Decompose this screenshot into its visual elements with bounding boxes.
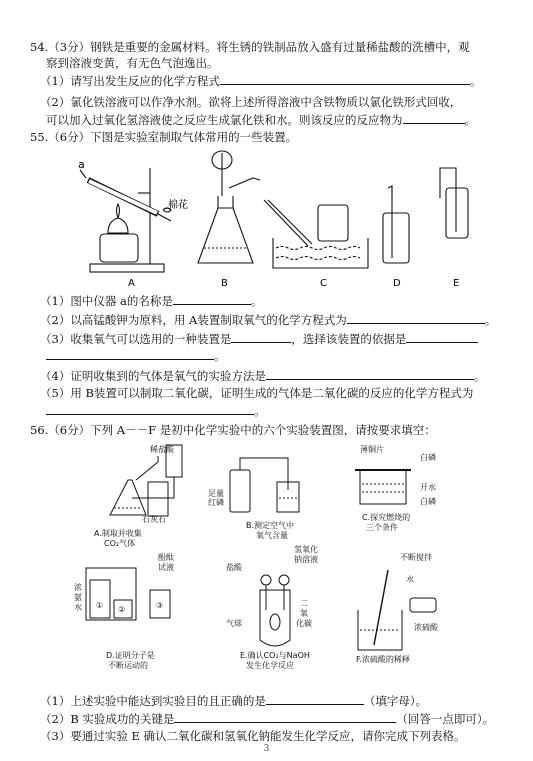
figF-stir: 不断搅拌 [400, 553, 432, 562]
q55-part2-blank[interactable] [347, 312, 485, 324]
stand-base [90, 264, 164, 272]
q55-part4-text: （4）证明收集到的气体是氧气的实验方法是 [40, 369, 266, 383]
figA-cap2: CO₂气体 [104, 539, 136, 548]
q56-part2 [40, 711, 494, 726]
q56-part2-end: （回答一点即可）。 [396, 712, 495, 726]
label-E: E [453, 278, 460, 289]
q54-stem-line1: 54.（3分）钢铁是重要的金属材料。将生锈的铁制品放入盛有过量稀盐酸的洗槽中，观 [30, 40, 470, 54]
gas-jar-c [318, 205, 348, 241]
figC-wp2: 白磷 [420, 497, 436, 506]
alcohol-lamp-cap [108, 218, 128, 233]
figD-left2: 氨 [74, 593, 82, 602]
q54-part2-blank[interactable] [403, 112, 465, 124]
label-a: a [78, 158, 85, 171]
q55-part2-text: （2）以高锰酸钾为原料，用 A装置制取氧气的化学方程式为 [40, 313, 347, 327]
gas-jar-d [383, 213, 409, 263]
q56-part2-text: （2）B 实验成功的关键是 [40, 712, 175, 726]
funnel-e1 [261, 575, 271, 585]
q55-part3-blank3[interactable] [46, 348, 214, 360]
figE-balloon: 气球 [226, 619, 242, 628]
q55-part4-blank[interactable] [266, 368, 474, 380]
q55-part4 [40, 368, 485, 383]
figE-naoh2: 钠溶液 [294, 555, 318, 564]
figC-cap1: C.探究燃烧的 [362, 513, 411, 522]
q54-part1-end: 。 [469, 74, 482, 88]
q54-part1-blank[interactable] [220, 73, 470, 85]
figC-wp1: 白磷 [420, 453, 436, 462]
figA-stone: 石灰石 [142, 515, 166, 524]
q56-part3: （3）要通过实验 E 确认二氧化碳和氢氧化钠能发生化学反应，请你完成下列表格。 [40, 729, 466, 743]
figD-right1: 酚酞 [158, 553, 174, 562]
q55-part3-blank1[interactable] [231, 331, 291, 343]
figC-cap2: 三个条件 [366, 523, 398, 532]
figE-naoh1: 氢氧化 [294, 545, 318, 554]
q54-part2-line1: （2）氯化铁溶液可以作净水剂。欲将上述所得溶液中含铁物质以氯化铁形式回收， [40, 95, 462, 109]
q56-part1-blank[interactable] [266, 693, 364, 705]
figF-acid: 浓硫酸 [414, 623, 438, 632]
q55-part3-text: （3）收集氧气可以选用的一种装置是 [40, 332, 232, 346]
q55-part3 [40, 331, 478, 346]
q55-part3-cont [46, 348, 226, 363]
alcohol-lamp [100, 234, 138, 262]
q55-part3-end: 。 [214, 349, 226, 363]
q54-stem-line2: 察到溶液变黄，有无色气泡逸出。 [46, 56, 219, 70]
q55-part5-end: 。 [254, 404, 266, 418]
figD-cap1: D.证明分子是 [106, 651, 155, 660]
q54-part1 [40, 73, 481, 88]
figD-right2: 试液 [158, 563, 174, 572]
q55-part5-blank[interactable] [46, 403, 254, 415]
figB-cap2: 氧气含量 [256, 531, 288, 540]
q55-apparatus-figure [68, 148, 488, 293]
figE-cap1: E.确认CO₂与NaOH [240, 651, 310, 660]
q56-experiments-figure [70, 440, 510, 680]
q56-part1 [40, 693, 427, 708]
q54-part2-line2 [46, 112, 476, 127]
figD-n3: ③ [156, 601, 164, 610]
label-D: D [393, 278, 401, 289]
label-A: A [128, 278, 135, 289]
conical-flask [198, 208, 253, 263]
gas-jar-e [446, 188, 468, 238]
q56-part1-end: （填字母）。 [363, 694, 428, 708]
figE-co2-2: 氧 [300, 609, 308, 618]
q56-stem: 56.（6分）下列 A－－F 是初中化学实验中的六个实验装置图，请按要求填空： [30, 423, 436, 437]
q55-part2 [40, 312, 496, 327]
figF-water: 水 [406, 575, 414, 584]
trough [273, 238, 368, 268]
figE-co2-1: 二 [300, 599, 308, 608]
figD-cap2: 不断运动的 [108, 661, 148, 670]
bottle-e [260, 590, 290, 646]
q55-part2-end: 。 [484, 313, 497, 327]
beaker-c [360, 470, 406, 504]
q56-part1-text: （1）上述实验中能达到实验目的且正确的是 [40, 694, 266, 708]
q55-part3-mid: ，选择该装置的依据是 [291, 332, 407, 346]
figA-acid: 稀盐酸 [150, 445, 174, 454]
label-C: C [320, 278, 327, 289]
figD-n2: ② [118, 605, 126, 614]
delivery-tube-c [264, 200, 308, 246]
figE-cap2: 发生化学反应 [246, 661, 294, 670]
glass-rod [374, 570, 388, 645]
figE-co2-3: 化碳 [296, 619, 312, 628]
label-B: B [221, 278, 228, 289]
q55-part5: （5）用 B装置可以制取二氧化碳，证明生成的气体是二氧化碳的反应的化学方程式为 [40, 386, 474, 400]
jar-a [148, 482, 168, 516]
q55-part1-text: （1）图中仪器 a的名称是 [40, 294, 173, 308]
figD-left1: 浓 [74, 583, 82, 592]
figE-hcl: 盐酸 [226, 563, 242, 572]
q55-part1-end: 。 [250, 294, 263, 308]
q55-stem: 55.（6分）下图是实验室制取气体常用的一些装置。 [30, 130, 298, 144]
figA-cap1: A.制取并收集 [94, 529, 142, 538]
balloon-e [270, 614, 280, 630]
figB-p2: 红磷 [208, 498, 224, 507]
big-beaker-d [86, 568, 136, 620]
figC-water: 开水 [420, 483, 436, 492]
label-cotton: 棉花 [168, 200, 188, 211]
figB-cap1: B.测定空气中 [246, 521, 295, 530]
funnel-e2 [279, 575, 289, 585]
q55-part5-cont [46, 403, 266, 418]
beaker-d1 [90, 580, 110, 618]
q54-part2-end: 。 [464, 113, 476, 127]
figF-cap: F.浓硫酸的稀释 [356, 655, 410, 664]
acid-bottle [410, 598, 436, 612]
jar-b [230, 470, 250, 512]
figD-left3: 水 [74, 603, 82, 612]
q55-part3-blank2[interactable] [406, 331, 478, 343]
page-number: 3 [263, 744, 270, 754]
figD-n1: ① [96, 601, 104, 610]
q56-part2-blank[interactable] [174, 711, 396, 723]
q55-part1-blank[interactable] [173, 293, 251, 305]
q55-part4-end: 。 [473, 369, 486, 383]
figB-p: 足量 [208, 489, 224, 498]
figC-sheet: 薄铜片 [360, 445, 384, 454]
q55-part1 [40, 293, 262, 308]
q54-part1-text: （1）请写出发生反应的化学方程式 [40, 74, 220, 88]
q54-part2-text: 可以加入过氧化氢溶液使之反应生成氯化铁和水。则该反应的反应物为 [46, 113, 403, 127]
